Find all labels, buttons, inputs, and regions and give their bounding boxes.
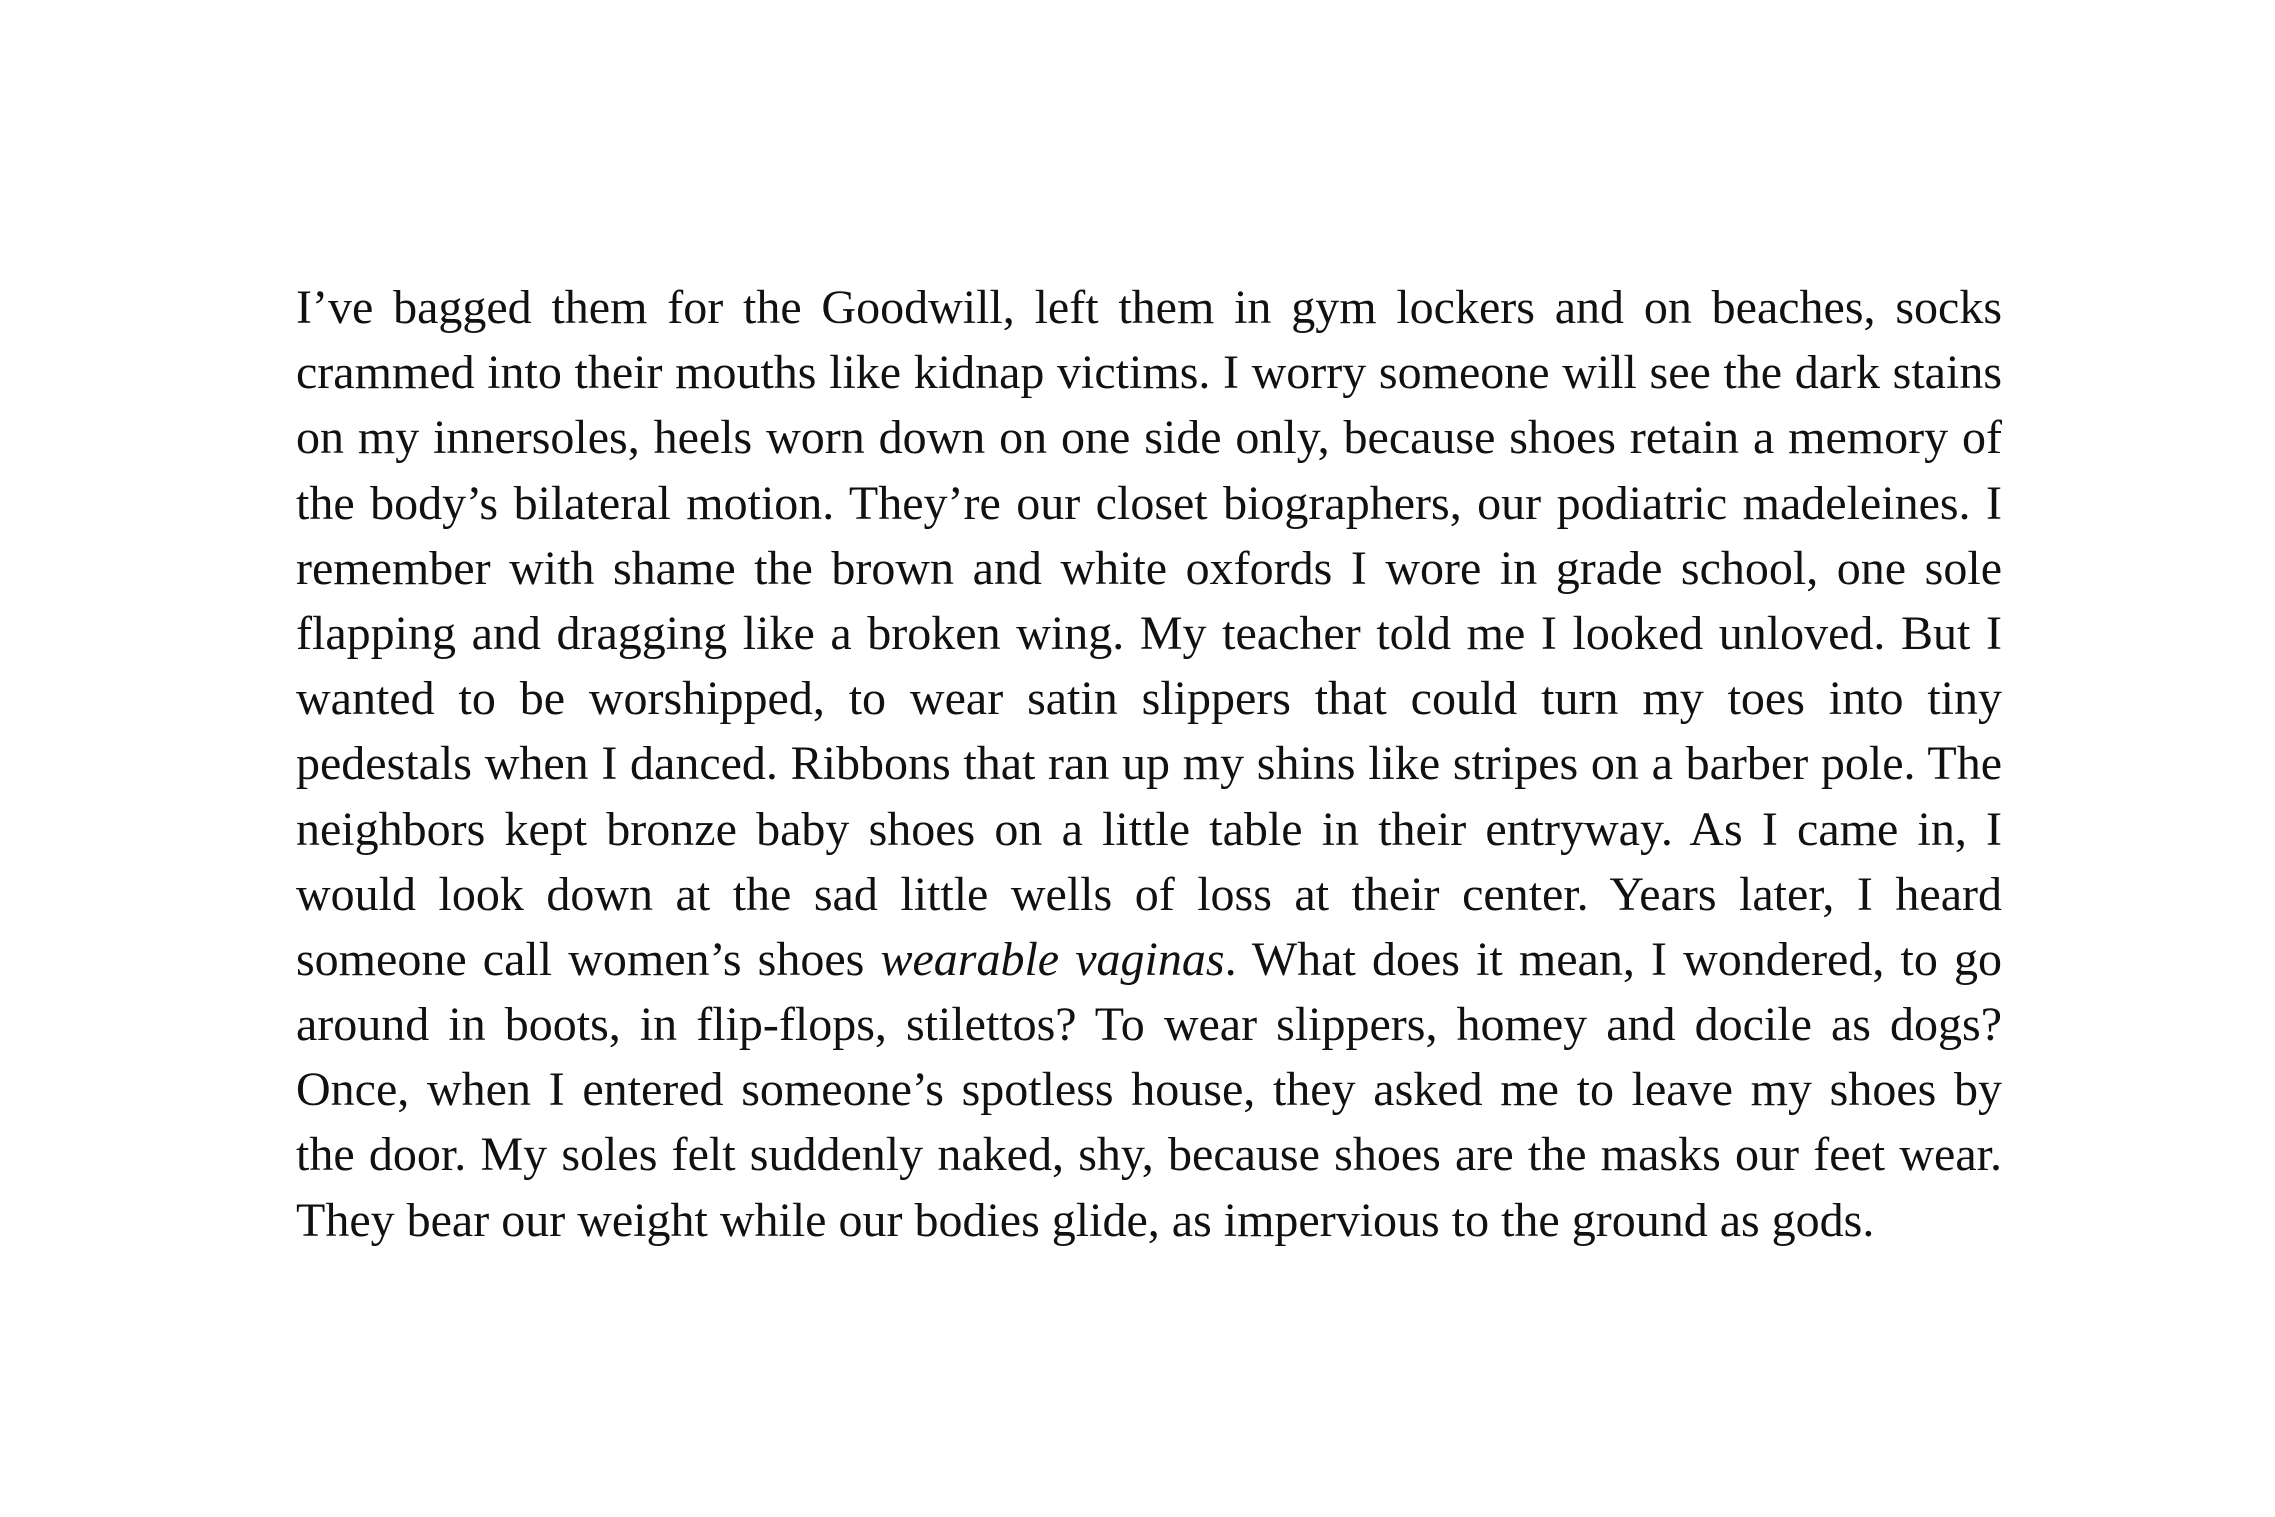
- text-line-11-before: someone call women’s shoes: [296, 932, 881, 986]
- text-line-6: flapping and dragging like a broken wing. My teacher told me I looked unloved. But I: [296, 606, 2002, 660]
- text-line-4: the body’s bilateral motion. They’re our closet biographers, our podiatric madeleines. I: [296, 476, 2002, 530]
- text-line-11: [296, 927, 2002, 992]
- text-line-14: the door. My soles felt suddenly naked, shy, because shoes are the masks our feet wear.: [296, 1128, 2002, 1182]
- text-line-10: would look down at the sad little wells of loss at their center. Years later, I heard: [296, 867, 2002, 921]
- text-line-11-after: . What does it mean, I wondered, to go: [1224, 932, 2002, 986]
- text-line-1: I’ve bagged them for the Goodwill, left them in gym lockers and on beaches, socks: [296, 281, 2002, 334]
- text-line-15: They bear our weight while our bodies glide, as impervious to the ground as gods.: [296, 1193, 1875, 1247]
- text-line-7: wanted to be worshipped, to wear satin slippers that could turn my toes into tiny: [296, 672, 2002, 726]
- italic-phrase: wearable vaginas: [880, 932, 1225, 986]
- text-line-13: Once, when I entered someone’s spotless house, they asked me to leave my shoes by: [296, 1063, 2002, 1117]
- text-line-2: crammed into their mouths like kidnap victims. I worry someone will see the dark stains: [296, 346, 2002, 400]
- text-line-12: around in boots, in flip-flops, stilettos? To wear slippers, homey and docile as dogs?: [296, 998, 2002, 1052]
- text-line-3: on my innersoles, heels worn down on one side only, because shoes retain a memory of: [296, 411, 2002, 465]
- prose-poem: [296, 275, 2002, 1253]
- text-line-9: neighbors kept bronze baby shoes on a little table in their entryway. As I came in, I: [296, 802, 2002, 856]
- text-line-8: pedestals when I danced. Ribbons that ran up my shins like stripes on a barber pole. The: [296, 737, 2002, 791]
- text-line-5: remember with shame the brown and white oxfords I wore in grade school, one sole: [296, 541, 2002, 595]
